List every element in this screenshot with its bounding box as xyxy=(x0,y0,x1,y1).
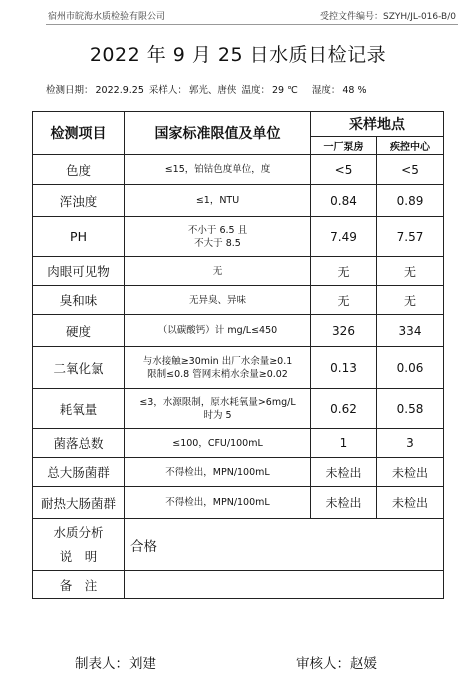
date-label: 检测日期： xyxy=(46,85,94,96)
site2-value-cell: 未检出 xyxy=(377,487,444,519)
standard-cell xyxy=(125,155,311,185)
col-header-item: 检测项目 xyxy=(33,112,125,155)
humidity-label: 湿度： xyxy=(311,85,341,96)
site2-value-cell: <5 xyxy=(377,155,444,185)
table-row xyxy=(33,286,444,315)
analysis-row xyxy=(33,519,444,571)
sampler-value: 郭光、唐侠 xyxy=(188,85,237,96)
temperature-value: 29 ℃ xyxy=(271,85,298,96)
item-cell: 耐热大肠菌群 xyxy=(33,487,125,519)
site2-value-cell: 未检出 xyxy=(377,458,444,487)
site2-value-cell: 7.57 xyxy=(377,217,444,257)
company-name: 宿州市皖海水质检验有限公司 xyxy=(48,12,166,22)
standard-line: 限制≤0.8 管网末梢水余量≥0.02 xyxy=(147,368,288,380)
site2-value-cell: 0.58 xyxy=(377,389,444,429)
standard-cell xyxy=(125,347,311,389)
table-row xyxy=(33,257,444,286)
table-row xyxy=(33,217,444,257)
analysis-label: 说 明 xyxy=(59,548,98,564)
standard-line: ≤1，NTU xyxy=(195,195,240,206)
site2-value-cell: 0.89 xyxy=(377,185,444,217)
standard-line: 与水接触≥30min 出厂水余量≥0.1 xyxy=(142,355,293,367)
item-cell: 耗氧量 xyxy=(33,389,125,429)
header-divider xyxy=(46,24,458,25)
table-row xyxy=(33,429,444,458)
document-number: 受控文件编号：SZYH/JL-016-B/0 xyxy=(320,12,456,22)
standard-cell xyxy=(125,185,311,217)
site1-value-cell: 7.49 xyxy=(311,217,377,257)
item-cell: 菌落总数 xyxy=(33,429,125,458)
standard-line: 无 xyxy=(212,265,223,277)
site2-value-cell: 3 xyxy=(377,429,444,458)
site2-value-cell: 无 xyxy=(377,286,444,315)
standard-line: ≤3，水源限制，原水耗氧量>6mg/L xyxy=(139,396,296,408)
standard-line: 不小于 6.5 且 xyxy=(187,224,248,236)
standard-line: 时为 5 xyxy=(203,409,232,421)
site1-value-cell: 326 xyxy=(311,315,377,347)
analysis-label: 水质分析 xyxy=(53,524,104,540)
standard-cell xyxy=(125,389,311,429)
sampler-label: 采样人： xyxy=(148,85,187,96)
standard-cell xyxy=(125,429,311,458)
page-title: 2022 年 9 月 25 日水质日检记录 xyxy=(89,44,387,66)
reviewer: 审核人：赵媛 xyxy=(296,656,377,672)
col-header-standard: 国家标准限值及单位 xyxy=(125,112,311,155)
col-header-site2: 疾控中心 xyxy=(377,137,444,155)
standard-cell xyxy=(125,458,311,487)
table-row xyxy=(33,315,444,347)
table-row xyxy=(33,458,444,487)
date-value: 2022.9.25 xyxy=(95,85,144,96)
site1-value-cell: 0.62 xyxy=(311,389,377,429)
standard-cell xyxy=(125,217,311,257)
standard-line: 无异臭、异味 xyxy=(188,294,246,306)
standard-cell xyxy=(125,286,311,315)
analysis-label-cell xyxy=(33,519,125,571)
table-row xyxy=(33,347,444,389)
item-cell: 肉眼可见物 xyxy=(33,257,125,286)
table-row xyxy=(33,185,444,217)
info-line xyxy=(46,82,369,96)
preparer: 制表人：刘建 xyxy=(75,656,156,672)
standard-cell xyxy=(125,487,311,519)
standard-line: ≤100，CFU/100mL xyxy=(172,437,263,449)
item-cell: PH xyxy=(33,217,125,257)
standard-line: 不得检出，MPN/100mL xyxy=(165,466,270,478)
standard-line: 不得检出，MPN/100mL xyxy=(165,497,270,508)
item-cell: 总大肠菌群 xyxy=(33,458,125,487)
header-row xyxy=(33,112,444,137)
site1-value-cell: <5 xyxy=(311,155,377,185)
water-quality-table xyxy=(32,111,444,599)
item-cell: 浑浊度 xyxy=(33,185,125,217)
standard-cell xyxy=(125,315,311,347)
site1-value-cell: 无 xyxy=(311,257,377,286)
site1-value-cell: 未检出 xyxy=(311,487,377,519)
standard-line: ≤15，铂钴色度单位，度 xyxy=(164,164,271,175)
site2-value-cell: 334 xyxy=(377,315,444,347)
col-header-site: 采样地点 xyxy=(311,112,444,137)
item-cell: 硬度 xyxy=(33,315,125,347)
item-cell: 臭和味 xyxy=(33,286,125,315)
standard-line: 不大于 8.5 xyxy=(194,237,241,249)
table-row xyxy=(33,389,444,429)
item-cell: 二氧化氯 xyxy=(33,347,125,389)
site1-value-cell: 0.13 xyxy=(311,347,377,389)
site1-value-cell: 无 xyxy=(311,286,377,315)
remarks-label: 备 注 xyxy=(33,571,125,599)
table-row xyxy=(33,155,444,185)
site2-value-cell: 0.06 xyxy=(377,347,444,389)
remarks-value xyxy=(125,571,444,599)
site2-value-cell: 无 xyxy=(377,257,444,286)
site1-value-cell: 0.84 xyxy=(311,185,377,217)
site1-value-cell: 1 xyxy=(311,429,377,458)
humidity-value: 48 % xyxy=(342,85,367,96)
col-header-site1: 一厂泵房 xyxy=(311,137,377,155)
remarks-row xyxy=(33,571,444,599)
analysis-result: 合格 xyxy=(125,519,444,571)
standard-cell xyxy=(125,257,311,286)
table-row xyxy=(33,487,444,519)
site1-value-cell: 未检出 xyxy=(311,458,377,487)
item-cell: 色度 xyxy=(33,155,125,185)
temperature-label: 温度： xyxy=(241,85,270,96)
standard-line: （以碳酸钙）计 mg/L≤450 xyxy=(157,325,278,336)
